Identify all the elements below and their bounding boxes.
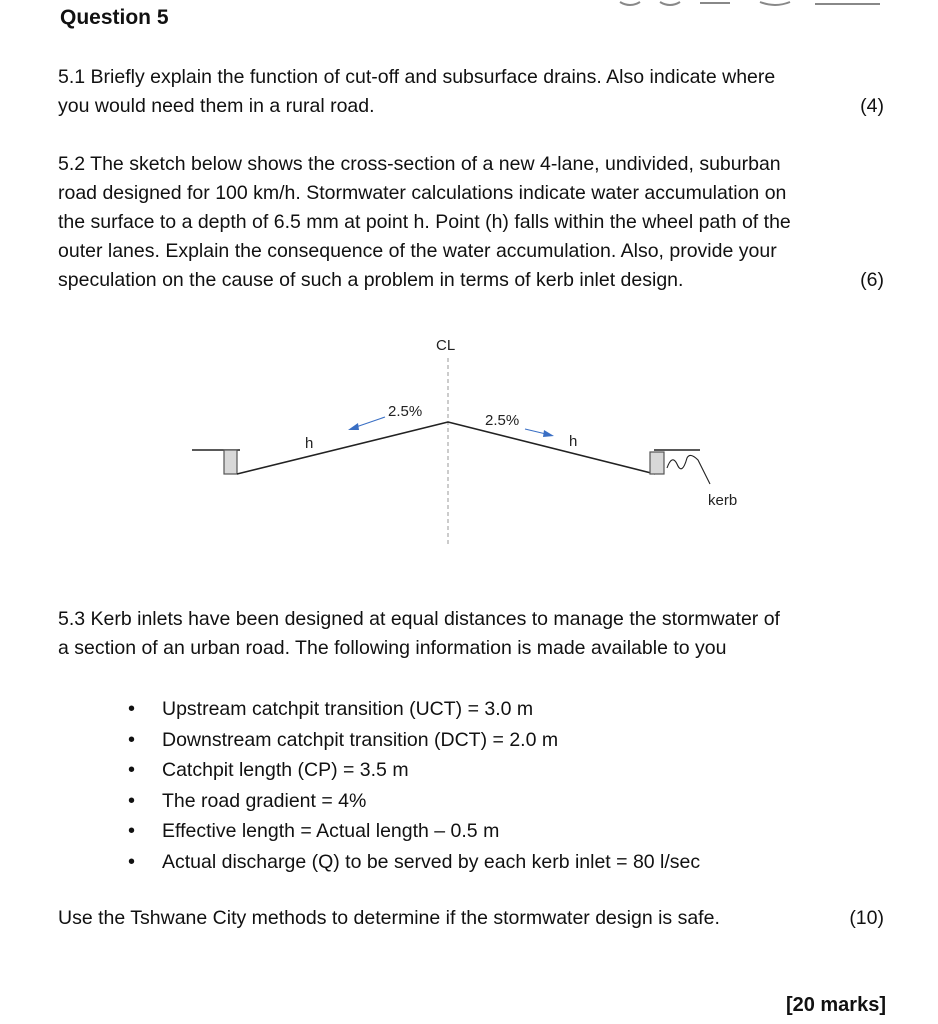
left-point-h: h — [305, 435, 314, 452]
q5-3-line: 5.3 Kerb inlets have been designed at equal distances to manage the stormwater of — [58, 608, 780, 630]
right-point-h: h — [569, 433, 578, 450]
list-item: • Effective length = Actual length – 0.5 m — [128, 816, 700, 847]
q5-3-marks: (10) — [849, 907, 884, 929]
header-crop-artifact — [600, 0, 900, 10]
left-slope-label: 2.5% — [388, 403, 423, 420]
centerline-label: CL — [436, 337, 456, 354]
question-5-3-instruction — [58, 904, 908, 933]
q5-2-line: speculation on the cause of such a problem in terms of kerb inlet design. — [58, 269, 684, 291]
list-item: • Downstream catchpit transition (DCT) = 2.0 m — [128, 725, 700, 756]
q5-3-instruction-line — [58, 904, 908, 933]
right-arrow-head — [543, 430, 554, 437]
right-slope-arrow — [525, 429, 546, 434]
given-information-list — [128, 694, 700, 877]
left-slope-arrow — [356, 417, 385, 427]
q5-1-last-line — [58, 92, 908, 121]
q5-2-marks: (6) — [860, 269, 884, 291]
list-item: • Upstream catchpit transition (UCT) = 3.0 m — [128, 694, 700, 725]
q5-2-line: road designed for 100 km/h. Stormwater calculations indicate water accumulation on — [58, 182, 787, 204]
q5-2-last-line — [58, 266, 908, 295]
right-carriageway — [448, 422, 655, 474]
kerb-pointer — [667, 455, 710, 484]
q5-1-line: 5.1 Briefly explain the function of cut-off and subsurface drains. Also indicate where — [58, 66, 776, 88]
question-5-1 — [58, 63, 908, 121]
q5-1-marks: (4) — [860, 95, 884, 117]
list-item: • Catchpit length (CP) = 3.5 m — [128, 755, 700, 786]
q5-3-instruction: Use the Tshwane City methods to determine if the stormwater design is safe. — [58, 907, 720, 929]
right-slope-label: 2.5% — [485, 412, 520, 429]
left-kerb — [224, 450, 237, 474]
road-cross-section-sketch — [180, 328, 780, 553]
q5-2-line: 5.2 The sketch below shows the cross-section of a new 4-lane, undivided, suburban — [58, 153, 781, 175]
q5-3-line: a section of an urban road. The following information is made available to you — [58, 637, 727, 659]
left-carriageway — [237, 422, 448, 474]
question-title: Question 5 — [60, 6, 169, 29]
list-item: • The road gradient = 4% — [128, 786, 700, 817]
q5-2-line: the surface to a depth of 6.5 mm at point h. Point (h) falls within the wheel path of the — [58, 211, 791, 233]
total-marks: [20 marks] — [785, 994, 886, 1016]
question-5-3 — [58, 605, 908, 663]
kerb-label: kerb — [708, 492, 738, 509]
question-5-2 — [58, 150, 908, 295]
left-arrow-head — [348, 423, 359, 430]
right-kerb — [650, 452, 664, 474]
list-item: • Actual discharge (Q) to be served by each kerb inlet = 80 l/sec — [128, 847, 700, 878]
q5-2-line: outer lanes. Explain the consequence of the water accumulation. Also, provide your — [58, 240, 777, 262]
q5-1-line: you would need them in a rural road. — [58, 95, 375, 117]
